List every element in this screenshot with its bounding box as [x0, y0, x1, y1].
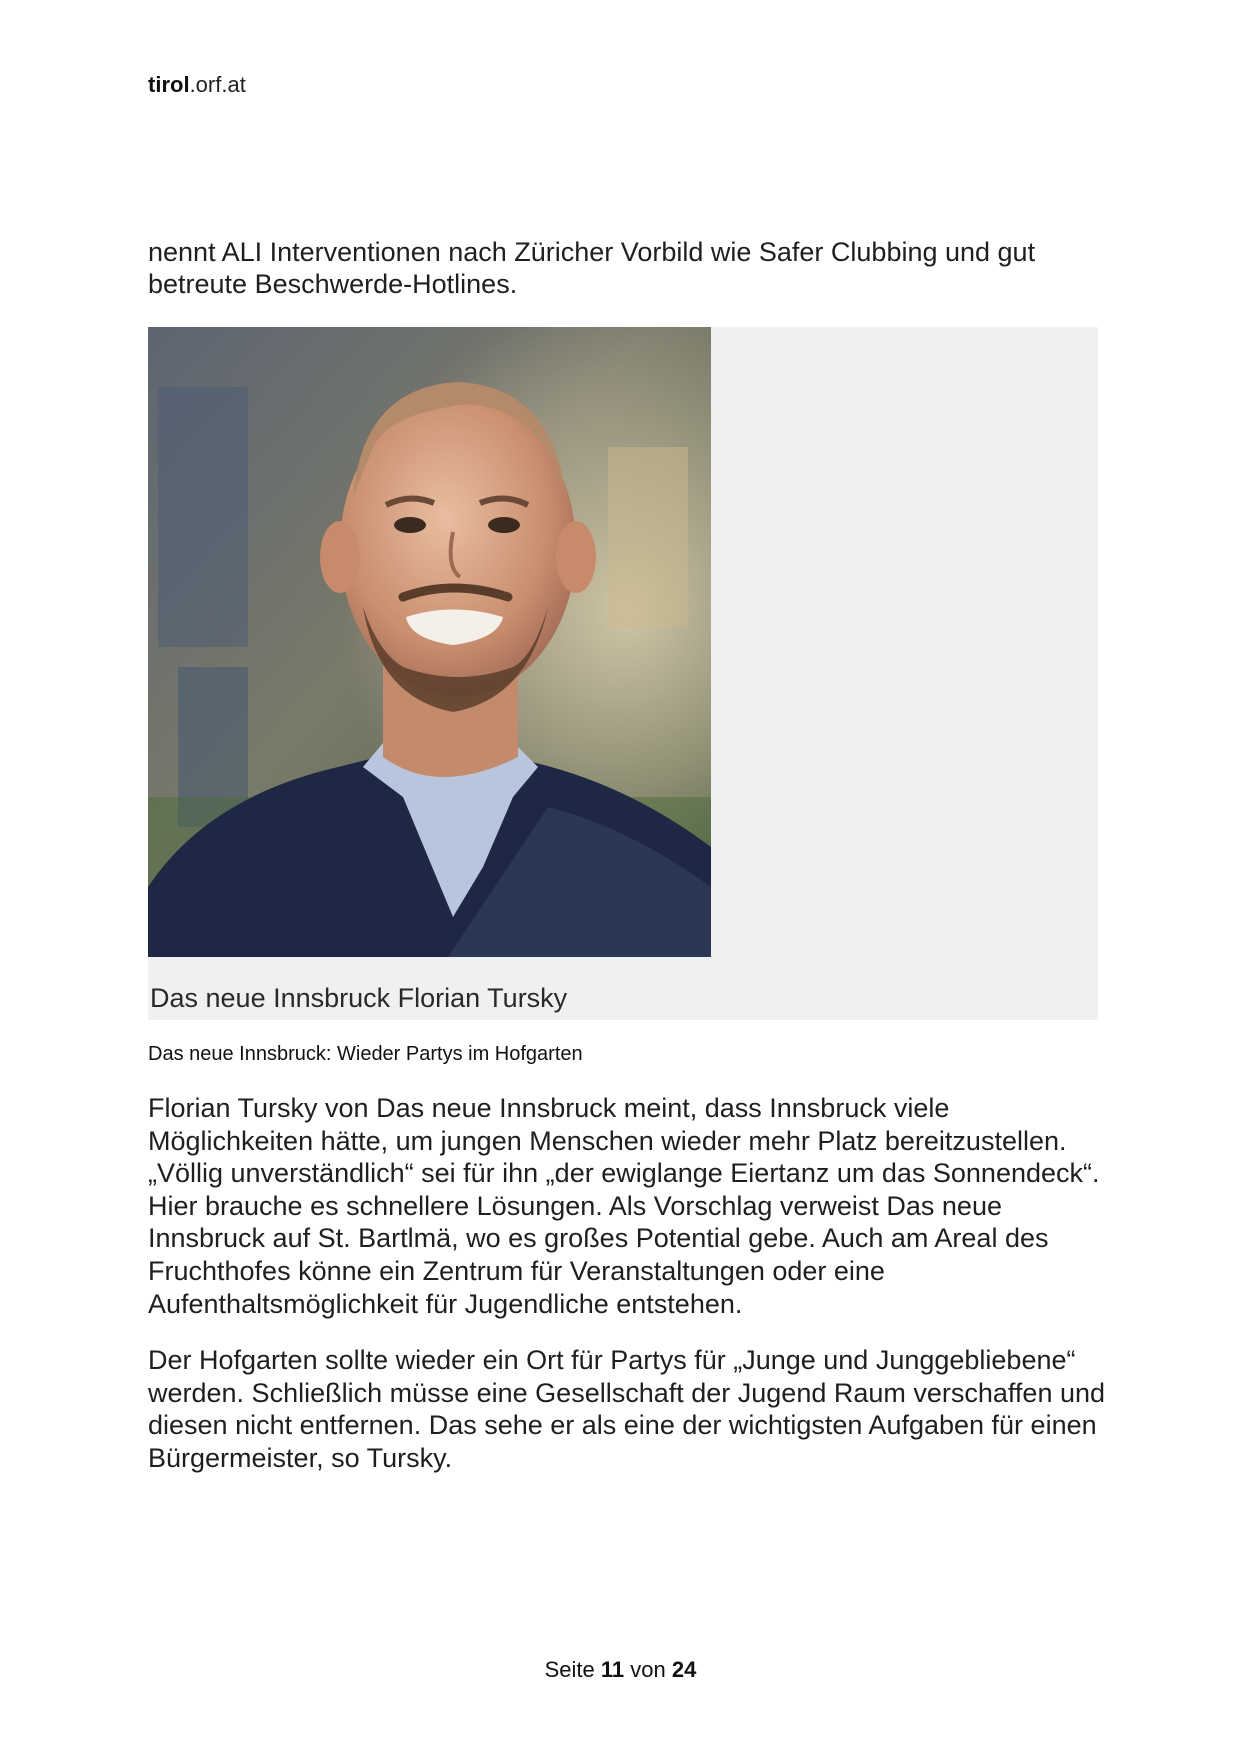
page-number [0, 1657, 1241, 1683]
current-page: 11 [600, 1657, 625, 1682]
total-pages: 24 [671, 1657, 697, 1682]
section-subheading: Das neue Innsbruck: Wieder Partys im Hofgarten [148, 1043, 583, 1065]
body-paragraph: Florian Tursky von Das neue Innsbruck meint, dass Innsbruck viele Möglichkeiten hätte, um jungen Menschen wieder mehr Platz bereitzustellen. „Völlig unverständlich“ sei für ihn „der ewiglange Eiertanz um das Sonnendeck“. Hier brauche es schnellere Lösungen. Als Vorschlag verweist Das neue Innsbruck auf St. Bartlmä, wo es großes Potential gebe. Auch am Areal des Fruchthofes könne ein Zentrum für Veranstaltungen oder eine Aufenthaltsmöglichkeit für Jugendliche entstehen. [148, 1093, 1100, 1319]
portrait-photo [148, 327, 711, 957]
site-header [148, 72, 246, 98]
photo-caption: Das neue Innsbruck Florian Tursky [150, 983, 568, 1013]
page-separator: von [630, 1657, 666, 1682]
page-label: Seite [544, 1657, 595, 1682]
article-figure [148, 327, 1098, 1020]
intro-paragraph: nennt ALI Interventionen nach Züricher Vorbild wie Safer Clubbing und gut betreute Beschwerde-Hotlines. [148, 237, 1036, 299]
brand-domain: .orf.at [189, 72, 246, 97]
body-paragraph: Der Hofgarten sollte wieder ein Ort für Partys für „Junge und Junggebliebene“ werden. Schließlich müsse eine Gesellschaft der Jugend Raum verschaffen und diesen nicht entfernen. Das sehe er als eine der wichtigsten Aufgaben für einen Bürgermeister, so Tursky. [148, 1345, 1106, 1473]
brand-name: tirol [148, 72, 190, 97]
